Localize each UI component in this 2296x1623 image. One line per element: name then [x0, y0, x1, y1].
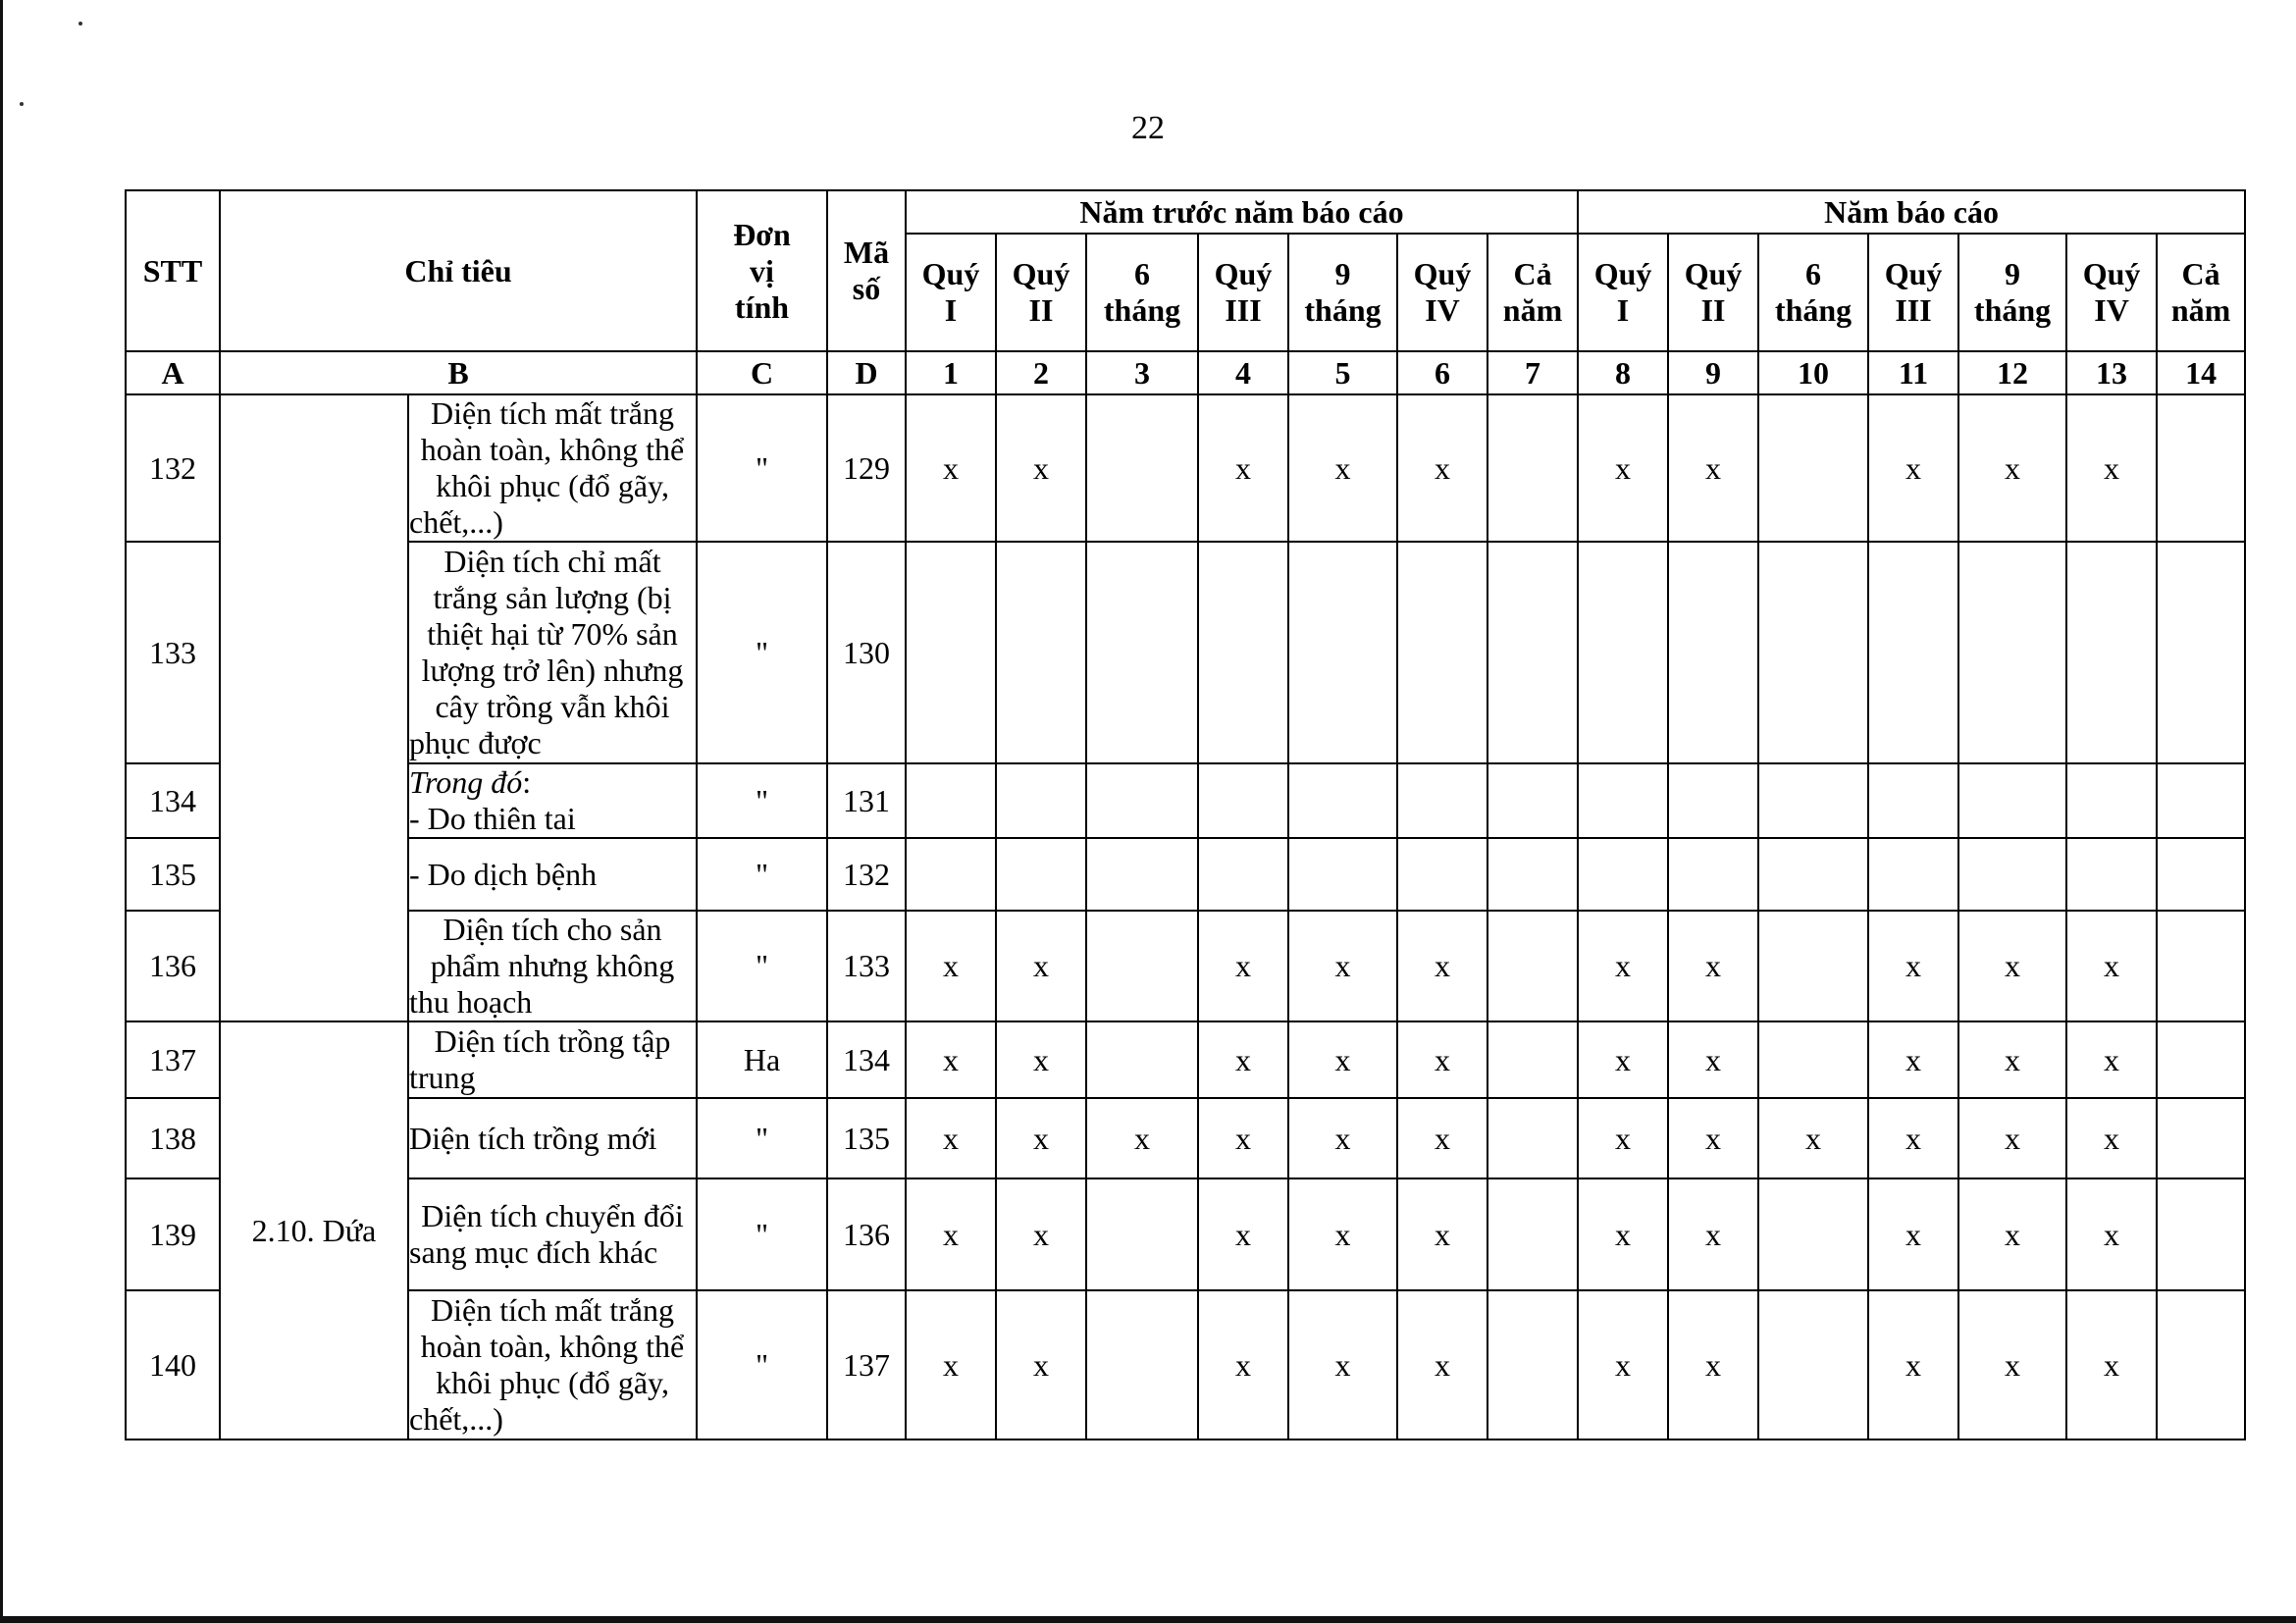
- table-body: [126, 394, 2245, 1440]
- row-description: Diện tích cho sản phẩm nhưng không thu hoạch: [408, 911, 697, 1021]
- row-code: 132: [827, 838, 906, 911]
- row-value-cell: x: [1397, 1098, 1487, 1178]
- row-value-cell: x: [1958, 1290, 2066, 1440]
- table-row: [126, 1098, 2245, 1178]
- header-chi-tieu: Chỉ tiêu: [220, 190, 697, 351]
- header-period: 9 tháng: [1958, 234, 2066, 351]
- row-value-cell: x: [1578, 1021, 1668, 1098]
- row-value-cell: [1397, 838, 1487, 911]
- row-value-cell: [1487, 1178, 1578, 1290]
- row-unit: ": [697, 394, 827, 542]
- row-description: Diện tích mất trắng hoàn toàn, không thể khôi phục (đổ gãy, chết,...): [408, 1290, 697, 1440]
- row-value-cell: [1288, 542, 1397, 763]
- row-value-cell: x: [1668, 1021, 1758, 1098]
- header-don-vi-tinh: Đơn vị tính: [697, 190, 827, 351]
- header-period: Quý I: [1578, 234, 1668, 351]
- header-stt: STT: [126, 190, 220, 351]
- header-period: 6 tháng: [1086, 234, 1198, 351]
- row-value-cell: [1758, 763, 1868, 838]
- row-value-cell: x: [996, 394, 1086, 542]
- header-period: Quý IV: [1397, 234, 1487, 351]
- row-value-cell: x: [906, 1021, 996, 1098]
- column-index-cell: 2: [996, 351, 1086, 394]
- row-value-cell: [1487, 763, 1578, 838]
- header-period: Cả năm: [1487, 234, 1578, 351]
- column-index-cell: 4: [1198, 351, 1288, 394]
- row-value-cell: x: [1198, 1178, 1288, 1290]
- row-code: 129: [827, 394, 906, 542]
- row-value-cell: [2157, 838, 2245, 911]
- column-index-cell: 11: [1868, 351, 1958, 394]
- row-unit: ": [697, 1178, 827, 1290]
- row-value-cell: [1086, 542, 1198, 763]
- row-value-cell: [2157, 1290, 2245, 1440]
- row-value-cell: [1487, 911, 1578, 1021]
- row-stt: 134: [126, 763, 220, 838]
- row-unit: ": [697, 1098, 827, 1178]
- row-value-cell: [2157, 911, 2245, 1021]
- row-value-cell: x: [1198, 1098, 1288, 1178]
- scan-speck: [20, 102, 24, 106]
- row-value-cell: [1086, 838, 1198, 911]
- row-value-cell: x: [1868, 1098, 1958, 1178]
- column-index-cell: B: [220, 351, 697, 394]
- row-value-cell: [1958, 838, 2066, 911]
- row-group-label: 2.10. Dứa: [220, 1021, 408, 1440]
- row-value-cell: x: [906, 1290, 996, 1440]
- row-value-cell: [1487, 1290, 1578, 1440]
- row-value-cell: [2157, 1021, 2245, 1098]
- column-index-cell: 7: [1487, 351, 1578, 394]
- column-index-cell: D: [827, 351, 906, 394]
- row-value-cell: [1668, 763, 1758, 838]
- row-value-cell: [1288, 838, 1397, 911]
- row-value-cell: x: [1397, 1178, 1487, 1290]
- row-value-cell: [1758, 911, 1868, 1021]
- column-index-cell: 8: [1578, 351, 1668, 394]
- row-value-cell: x: [1198, 394, 1288, 542]
- row-value-cell: [1487, 394, 1578, 542]
- row-value-cell: [1086, 394, 1198, 542]
- row-value-cell: [1086, 1021, 1198, 1098]
- report-table: [125, 189, 2246, 1440]
- row-stt: 132: [126, 394, 220, 542]
- row-stt: 135: [126, 838, 220, 911]
- row-value-cell: [2157, 1178, 2245, 1290]
- row-stt: 137: [126, 1021, 220, 1098]
- column-index-cell: C: [697, 351, 827, 394]
- row-value-cell: x: [1288, 1021, 1397, 1098]
- row-value-cell: x: [1578, 911, 1668, 1021]
- row-value-cell: x: [1397, 1290, 1487, 1440]
- table-header: [126, 190, 2245, 394]
- row-value-cell: x: [1668, 911, 1758, 1021]
- row-value-cell: x: [1958, 911, 2066, 1021]
- row-value-cell: [1758, 1290, 1868, 1440]
- row-value-cell: x: [1288, 1098, 1397, 1178]
- row-stt: 139: [126, 1178, 220, 1290]
- header-period: 9 tháng: [1288, 234, 1397, 351]
- row-unit: ": [697, 911, 827, 1021]
- row-value-cell: x: [996, 1021, 1086, 1098]
- column-index-cell: 10: [1758, 351, 1868, 394]
- row-value-cell: [906, 542, 996, 763]
- row-value-cell: x: [1958, 1021, 2066, 1098]
- column-index-cell: 14: [2157, 351, 2245, 394]
- row-value-cell: [1578, 542, 1668, 763]
- row-value-cell: [1758, 1178, 1868, 1290]
- row-value-cell: [2157, 542, 2245, 763]
- row-value-cell: x: [906, 1098, 996, 1178]
- row-value-cell: x: [2066, 911, 2157, 1021]
- column-index-cell: 6: [1397, 351, 1487, 394]
- row-value-cell: x: [1288, 911, 1397, 1021]
- table-row: [126, 911, 2245, 1021]
- row-code: 135: [827, 1098, 906, 1178]
- row-code: 136: [827, 1178, 906, 1290]
- row-value-cell: [2066, 838, 2157, 911]
- row-unit: ": [697, 838, 827, 911]
- row-value-cell: [1086, 763, 1198, 838]
- row-value-cell: [1758, 1021, 1868, 1098]
- row-code: 130: [827, 542, 906, 763]
- row-value-cell: [1758, 394, 1868, 542]
- row-value-cell: [2066, 542, 2157, 763]
- row-value-cell: x: [2066, 1178, 2157, 1290]
- scan-left-edge: [0, 0, 3, 1623]
- row-value-cell: x: [1397, 911, 1487, 1021]
- row-value-cell: x: [906, 911, 996, 1021]
- header-group-prev-year: Năm trước năm báo cáo: [906, 190, 1578, 234]
- row-value-cell: [1487, 542, 1578, 763]
- row-value-cell: [1487, 838, 1578, 911]
- row-value-cell: x: [1868, 394, 1958, 542]
- row-value-cell: x: [1868, 1290, 1958, 1440]
- row-value-cell: [1487, 1021, 1578, 1098]
- row-value-cell: x: [996, 1178, 1086, 1290]
- header-period: Quý IV: [2066, 234, 2157, 351]
- row-value-cell: [2066, 763, 2157, 838]
- row-value-cell: x: [1958, 1178, 2066, 1290]
- row-description: Diện tích trồng mới: [408, 1098, 697, 1178]
- row-value-cell: x: [1198, 911, 1288, 1021]
- table-row: [126, 838, 2245, 911]
- row-value-cell: x: [1868, 1021, 1958, 1098]
- row-value-cell: [1668, 838, 1758, 911]
- row-value-cell: x: [906, 1178, 996, 1290]
- row-value-cell: [2157, 1098, 2245, 1178]
- row-value-cell: x: [1668, 1178, 1758, 1290]
- row-value-cell: [1198, 763, 1288, 838]
- row-value-cell: [1758, 838, 1868, 911]
- row-value-cell: x: [1758, 1098, 1868, 1178]
- row-value-cell: [1868, 542, 1958, 763]
- row-unit: ": [697, 763, 827, 838]
- row-value-cell: x: [1958, 1098, 2066, 1178]
- row-value-cell: x: [1578, 1098, 1668, 1178]
- row-code: 137: [827, 1290, 906, 1440]
- row-value-cell: x: [2066, 1098, 2157, 1178]
- row-value-cell: [1397, 763, 1487, 838]
- table-row: [126, 763, 2245, 838]
- header-period: Cả năm: [2157, 234, 2245, 351]
- column-index-cell: 13: [2066, 351, 2157, 394]
- header-period: 6 tháng: [1758, 234, 1868, 351]
- row-value-cell: x: [1578, 394, 1668, 542]
- row-value-cell: [1086, 1290, 1198, 1440]
- row-description: Diện tích chỉ mất trắng sản lượng (bị thiệt hại từ 70% sản lượng trở lên) nhưng cây trồng vẫn khôi phục được: [408, 542, 697, 763]
- header-period: Quý II: [1668, 234, 1758, 351]
- row-description: Diện tích trồng tập trung: [408, 1021, 697, 1098]
- column-index-cell: 5: [1288, 351, 1397, 394]
- header-ma-so: Mã số: [827, 190, 906, 351]
- row-value-cell: [1958, 542, 2066, 763]
- scan-speck: [78, 22, 82, 26]
- row-value-cell: x: [1668, 1098, 1758, 1178]
- row-value-cell: [1578, 838, 1668, 911]
- row-value-cell: [1086, 1178, 1198, 1290]
- header-period: Quý II: [996, 234, 1086, 351]
- row-value-cell: x: [1868, 1178, 1958, 1290]
- row-value-cell: [1288, 763, 1397, 838]
- row-value-cell: [1487, 1098, 1578, 1178]
- column-index-cell: 12: [1958, 351, 2066, 394]
- row-unit: ": [697, 1290, 827, 1440]
- row-value-cell: [1868, 763, 1958, 838]
- row-group-label: [220, 394, 408, 1021]
- row-value-cell: [1868, 838, 1958, 911]
- row-code: 131: [827, 763, 906, 838]
- table-row: [126, 1178, 2245, 1290]
- row-value-cell: [996, 838, 1086, 911]
- row-value-cell: x: [996, 911, 1086, 1021]
- row-stt: 136: [126, 911, 220, 1021]
- row-value-cell: [906, 763, 996, 838]
- table-row: [126, 1290, 2245, 1440]
- row-value-cell: [1578, 763, 1668, 838]
- row-value-cell: x: [1868, 911, 1958, 1021]
- row-value-cell: [2157, 763, 2245, 838]
- column-index-cell: 3: [1086, 351, 1198, 394]
- row-value-cell: [1086, 911, 1198, 1021]
- column-index-cell: 9: [1668, 351, 1758, 394]
- row-value-cell: x: [2066, 1021, 2157, 1098]
- scan-bottom-edge: [0, 1616, 2296, 1623]
- row-description: - Do dịch bệnh: [408, 838, 697, 911]
- row-code: 133: [827, 911, 906, 1021]
- row-unit: ": [697, 542, 827, 763]
- row-value-cell: x: [1578, 1290, 1668, 1440]
- table-row: [126, 1021, 2245, 1098]
- row-value-cell: x: [1288, 1178, 1397, 1290]
- row-value-cell: x: [1958, 394, 2066, 542]
- row-value-cell: x: [2066, 394, 2157, 542]
- row-value-cell: x: [1198, 1021, 1288, 1098]
- row-value-cell: x: [1397, 394, 1487, 542]
- row-stt: 133: [126, 542, 220, 763]
- row-description: Diện tích mất trắng hoàn toàn, không thể khôi phục (đổ gãy, chết,...): [408, 394, 697, 542]
- row-value-cell: [1758, 542, 1868, 763]
- header-period: Quý III: [1198, 234, 1288, 351]
- column-index-cell: 1: [906, 351, 996, 394]
- row-value-cell: x: [1198, 1290, 1288, 1440]
- row-value-cell: x: [1288, 394, 1397, 542]
- row-value-cell: [1198, 838, 1288, 911]
- header-period: Quý III: [1868, 234, 1958, 351]
- row-value-cell: x: [996, 1290, 1086, 1440]
- row-value-cell: [996, 763, 1086, 838]
- row-value-cell: [1397, 542, 1487, 763]
- row-value-cell: x: [996, 1098, 1086, 1178]
- row-stt: 138: [126, 1098, 220, 1178]
- row-value-cell: [1668, 542, 1758, 763]
- row-value-cell: [906, 838, 996, 911]
- row-value-cell: x: [1668, 1290, 1758, 1440]
- table-row: [126, 542, 2245, 763]
- row-code: 134: [827, 1021, 906, 1098]
- row-value-cell: [1958, 763, 2066, 838]
- header-period: Quý I: [906, 234, 996, 351]
- row-stt: 140: [126, 1290, 220, 1440]
- row-value-cell: [2157, 394, 2245, 542]
- row-description: Trong đó: - Do thiên tai: [408, 763, 697, 838]
- row-value-cell: [1198, 542, 1288, 763]
- row-value-cell: x: [906, 394, 996, 542]
- row-description: Diện tích chuyển đổi sang mục đích khác: [408, 1178, 697, 1290]
- table-row: [126, 394, 2245, 542]
- row-value-cell: x: [2066, 1290, 2157, 1440]
- row-value-cell: x: [1086, 1098, 1198, 1178]
- header-group-report-year: Năm báo cáo: [1578, 190, 2245, 234]
- row-value-cell: [996, 542, 1086, 763]
- row-value-cell: x: [1288, 1290, 1397, 1440]
- row-unit: Ha: [697, 1021, 827, 1098]
- row-value-cell: x: [1668, 394, 1758, 542]
- row-value-cell: x: [1397, 1021, 1487, 1098]
- row-value-cell: x: [1578, 1178, 1668, 1290]
- page-number: 22: [1131, 110, 1165, 146]
- column-index-cell: A: [126, 351, 220, 394]
